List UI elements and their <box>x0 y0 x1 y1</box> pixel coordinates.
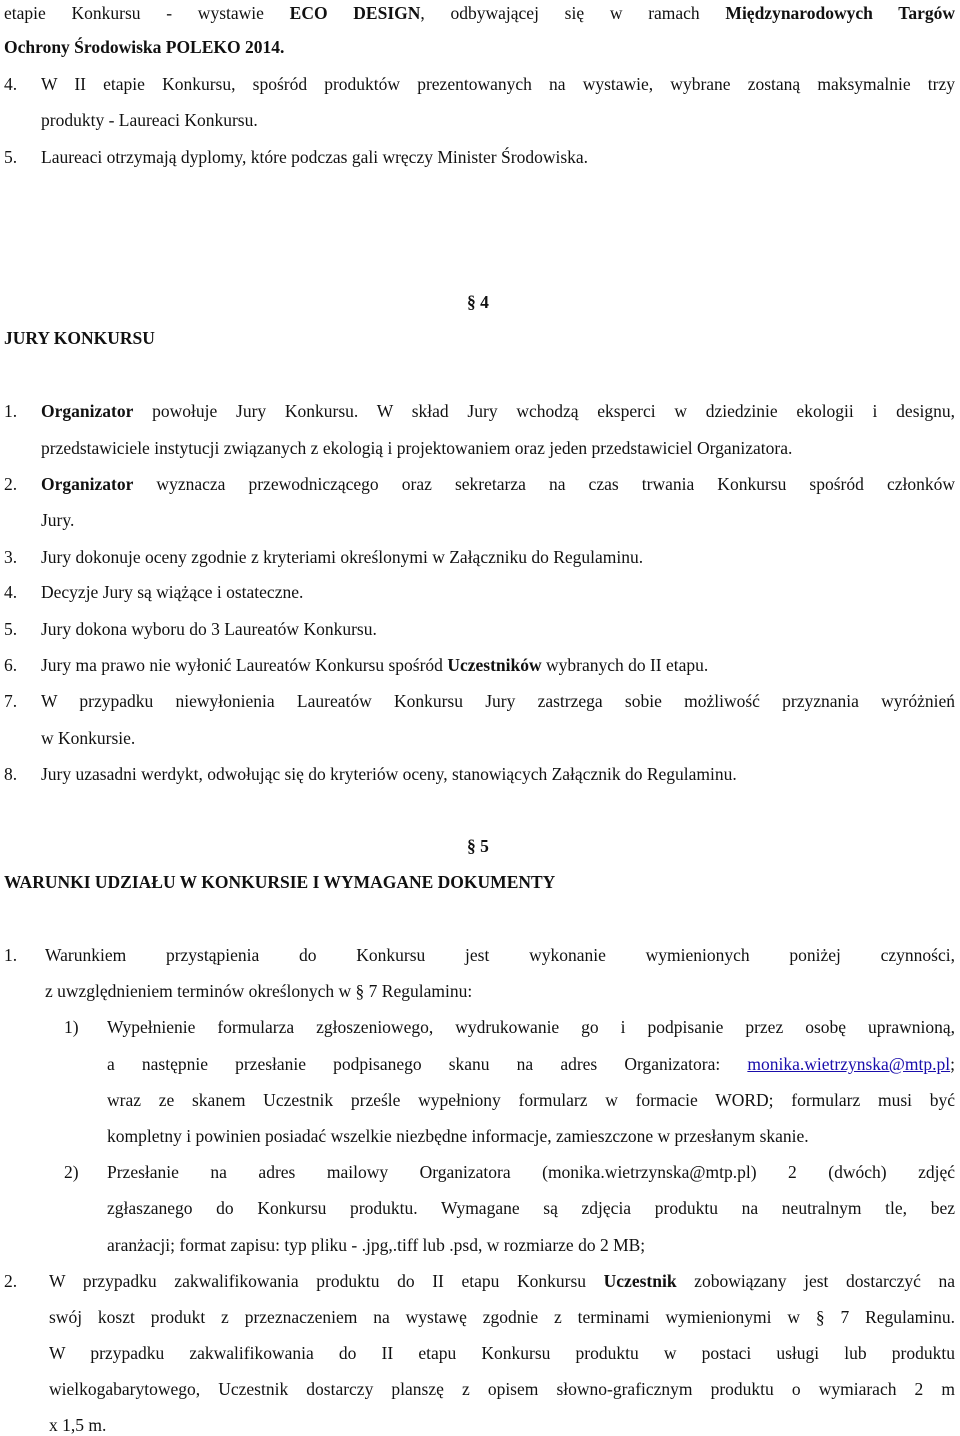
intro-item-4-line-2: produkty - Laureaci Konkursu. <box>41 110 258 130</box>
conditions-item-1-line-2: z uwzględnieniem terminów określonych w § 7 Regulaminu: <box>45 981 473 1001</box>
jury-item-7-line-1: W przypadku niewyłonienia Laureatów Konkursu Jury zastrzega sobie możliwość przyznania wyróżnień <box>41 691 955 711</box>
jury-item-1-number: 1. <box>4 401 18 421</box>
subitem-1-semicolon: ; <box>950 1054 955 1074</box>
subitem-2-line-1: Przesłanie na adres mailowy Organizatora (monika.wietrzynska@mtp.pl) 2 (dwóch) zdjęć <box>107 1162 955 1182</box>
jury-item-5-line-1: Jury dokona wyboru do 3 Laureatów Konkursu. <box>41 619 377 639</box>
jury-item-4-number: 4. <box>4 582 18 602</box>
section-4-number: § 4 <box>467 292 489 312</box>
jury-item-2-text: wyznacza przewodniczącego oraz sekretarza na czas trwania Konkursu spośród członków <box>133 474 955 494</box>
section-5-title: WARUNKI UDZIAŁU W KONKURSIE I WYMAGANE DOKUMENTY <box>4 872 556 892</box>
uczestnikow-bold: Uczestników <box>447 655 542 675</box>
jury-item-4-line-1: Decyzje Jury są wiążące i ostateczne. <box>41 582 304 602</box>
conditions-item-2-number: 2. <box>4 1271 18 1291</box>
uczestnik-bold: Uczestnik <box>603 1271 677 1291</box>
subitem-2-line-2: zgłaszanego do Konkursu produktu. Wymagane są zdjęcia produktu na neutralnym tle, bez <box>107 1198 955 1218</box>
jury-item-6-line-1 <box>41 654 708 676</box>
jury-item-7-number: 7. <box>4 691 18 711</box>
intro-line-2: Ochrony Środowiska POLEKO 2014. <box>4 37 285 57</box>
jury-item-2-line-1 <box>41 473 955 495</box>
intro-line-1 <box>4 2 955 24</box>
jury-item-1-text: powołuje Jury Konkursu. W skład Jury wchodzą eksperci w dziedzinie ekologii i designu, <box>133 401 955 421</box>
subitem-1-text: a następnie przesłanie podpisanego skanu na adres Organizatora: <box>107 1054 748 1074</box>
intro-item-5-number: 5. <box>4 147 18 167</box>
email-link[interactable]: monika.wietrzynska@mtp.pl <box>747 1054 951 1074</box>
conditions-item-2-text-end: zobowiązany jest dostarczyć na <box>676 1271 955 1291</box>
subitem-2-number: 2) <box>64 1162 79 1182</box>
organizator-bold: Organizator <box>41 401 134 421</box>
intro-item-4-line-1: W II etapie Konkursu, spośród produktów prezentowanych na wystawie, wybrane zostaną maksymalnie trzy <box>41 74 955 94</box>
conditions-item-2-line-1 <box>49 1270 955 1292</box>
jury-item-3-line-1: Jury dokonuje oceny zgodnie z kryteriami określonymi w Załączniku do Regulaminu. <box>41 547 644 567</box>
section-5-number: § 5 <box>467 836 489 856</box>
subitem-1-line-1: Wypełnienie formularza zgłoszeniowego, wydrukowanie go i podpisanie przez osobę uprawnioną, <box>107 1017 955 1037</box>
subitem-1-line-3: wraz ze skanem Uczestnik prześle wypełniony formularz w formacie WORD; formularz musi być <box>107 1090 955 1110</box>
jury-item-2-number: 2. <box>4 474 18 494</box>
jury-item-8-line-1: Jury uzasadni werdykt, odwołując się do kryteriów oceny, stanowiących Załącznik do Regulaminu. <box>41 764 737 784</box>
jury-item-8-number: 8. <box>4 764 18 784</box>
subitem-2-line-3: aranżacji; format zapisu: typ pliku - .jpg,.tiff lub .psd, w rozmiarze do 2 MB; <box>107 1235 646 1255</box>
intro-text: , odbywającej się w ramach <box>420 3 726 23</box>
jury-item-2-line-2: Jury. <box>41 510 75 530</box>
subitem-1-line-2 <box>107 1053 955 1075</box>
jury-item-6-text-end: wybranych do II etapu. <box>541 655 709 675</box>
conditions-item-2-line-3: W przypadku zakwalifikowania do II etapu Konkursu produktu w postaci usługi lub produktu <box>49 1343 955 1363</box>
conditions-item-2-line-4: wielkogabarytowego, Uczestnik dostarczy planszę z opisem słowno-graficznym produktu o wymiarach 2 m <box>49 1379 955 1399</box>
intro-item-4-number: 4. <box>4 74 18 94</box>
section-4-title: JURY KONKURSU <box>4 328 155 348</box>
conditions-item-2-line-2: swój koszt produkt z przeznaczeniem na wystawę zgodnie z terminami wymienionymi w § 7 Regulaminu. <box>49 1307 955 1327</box>
jury-item-1-line-2: przedstawiciele instytucji związanych z ekologią i projektowaniem oraz jeden przedstawiciel Organizatora. <box>41 438 793 458</box>
intro-text: etapie Konkursu - wystawie <box>4 3 290 23</box>
jury-item-6-number: 6. <box>4 655 18 675</box>
conditions-item-2-text: W przypadku zakwalifikowania produktu do II etapu Konkursu <box>49 1271 604 1291</box>
jury-item-3-number: 3. <box>4 547 18 567</box>
jury-item-5-number: 5. <box>4 619 18 639</box>
jury-item-7-line-2: w Konkursie. <box>41 728 136 748</box>
jury-item-6-text: Jury ma prawo nie wyłonić Laureatów Konkursu spośród <box>41 655 448 675</box>
conditions-item-1-number: 1. <box>4 945 18 965</box>
intro-bold-targi: Międzynarodowych Targów <box>725 3 956 23</box>
intro-item-5-line-1: Laureaci otrzymają dyplomy, które podczas gali wręczy Minister Środowiska. <box>41 147 589 167</box>
subitem-1-number: 1) <box>64 1017 79 1037</box>
jury-item-1-line-1 <box>41 400 955 422</box>
organizator-bold: Organizator <box>41 474 134 494</box>
subitem-1-line-4: kompletny i powinien posiadać wszelkie niezbędne informacje, zamieszczone w przesłanym skanie. <box>107 1126 809 1146</box>
intro-bold-eco: ECO DESIGN <box>289 3 421 23</box>
conditions-item-1-line-1: Warunkiem przystąpienia do Konkursu jest wykonanie wymienionych poniżej czynności, <box>45 945 955 965</box>
conditions-item-2-line-5: x 1,5 m. <box>49 1415 107 1435</box>
